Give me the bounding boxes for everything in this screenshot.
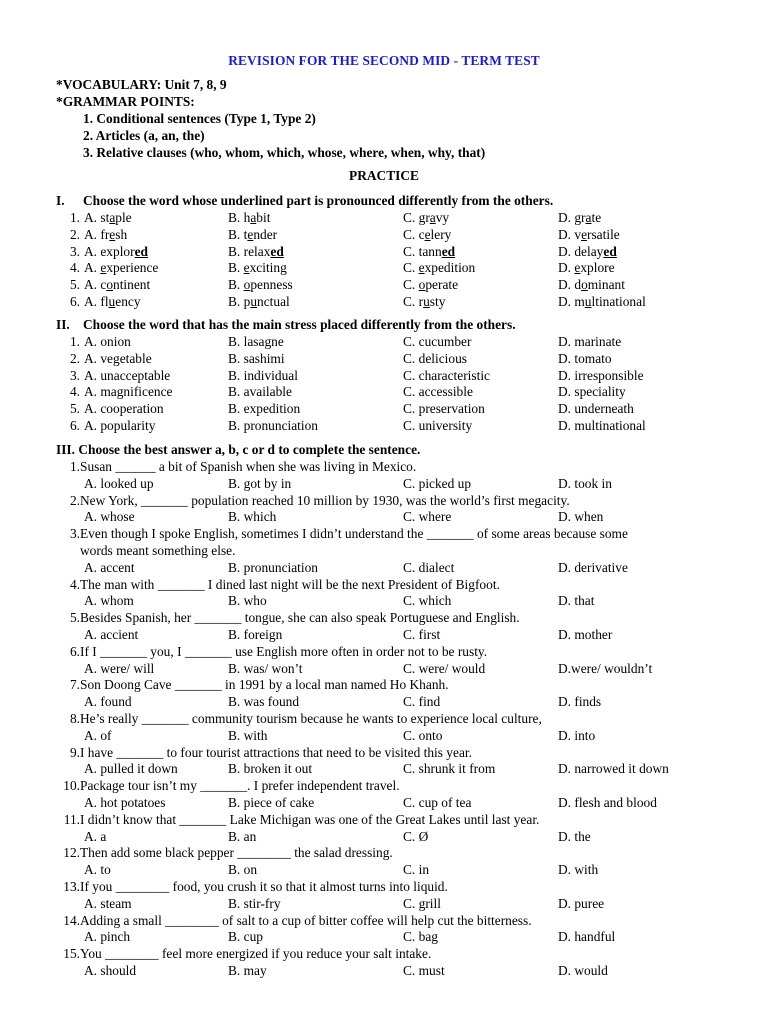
question-number: 6. bbox=[69, 643, 80, 659]
question-row bbox=[0, 778, 768, 795]
question-number: 10. bbox=[63, 778, 80, 794]
answer-option: D. delayed bbox=[558, 243, 617, 259]
underlined-part: ed bbox=[603, 243, 617, 259]
answer-option: C. gravy bbox=[403, 210, 450, 225]
answer-option: C. must bbox=[403, 963, 445, 978]
answer-option: B. foreign bbox=[228, 627, 283, 642]
answer-option: C. picked up bbox=[403, 475, 472, 491]
answer-option: C. celery bbox=[403, 226, 452, 242]
answer-option: B. cup bbox=[228, 929, 263, 945]
answer-option: D. dominant bbox=[558, 277, 625, 293]
underlined-part: a bbox=[429, 210, 436, 225]
underlined-part: ed bbox=[134, 243, 148, 259]
question-row bbox=[0, 334, 768, 351]
answer-row bbox=[0, 929, 768, 946]
answer-option: B. lasagne bbox=[228, 334, 284, 349]
underlined-part: e bbox=[247, 226, 254, 242]
answer-option: D. that bbox=[558, 593, 595, 609]
underlined-part: u bbox=[250, 294, 258, 309]
answer-option: C. rusty bbox=[403, 294, 446, 309]
answer-option: B. an bbox=[228, 828, 257, 844]
section-instruction-text: Choose the word whose underlined part is pronounced differently from the others. bbox=[83, 193, 554, 208]
question-number: 15. bbox=[63, 946, 80, 962]
answer-option: B. on bbox=[228, 862, 258, 878]
section-instruction-text: Choose the word that has the main stress placed differently from the others. bbox=[83, 317, 516, 332]
answer-option: B. broken it out bbox=[228, 761, 313, 777]
answer-option: C. first bbox=[403, 627, 441, 642]
section-3-instruction: III. Choose the best answer a, b, c or d to complete the sentence. bbox=[56, 442, 421, 457]
answer-option: C. tanned bbox=[403, 243, 456, 259]
question-number: 5. bbox=[69, 610, 80, 626]
answer-option: D. when bbox=[558, 509, 604, 525]
answer-option: A. cooperation bbox=[84, 401, 164, 417]
answer-option: C. cup of tea bbox=[403, 795, 472, 810]
question-number: 3. bbox=[69, 243, 80, 259]
answer-option: A. explored bbox=[84, 243, 148, 259]
question-row bbox=[0, 384, 768, 401]
answer-option: C. shrunk it from bbox=[403, 761, 496, 777]
underlined-part: ed bbox=[270, 243, 284, 259]
question-text: If I _______ you, I _______ use English more often in order not to be rusty. bbox=[80, 643, 488, 659]
underlined-part: e bbox=[243, 260, 250, 276]
question-number: 1. bbox=[69, 334, 80, 349]
question-number: 5. bbox=[69, 277, 80, 293]
answer-row bbox=[0, 560, 768, 577]
question-row bbox=[0, 227, 768, 244]
question-number: 4. bbox=[69, 384, 80, 400]
page-title: REVISION FOR THE SECOND MID - TERM TEST bbox=[228, 53, 540, 68]
answer-option: B. available bbox=[228, 384, 292, 400]
answer-row bbox=[0, 593, 768, 610]
question-number: 2. bbox=[69, 492, 80, 508]
answer-option: B. who bbox=[228, 593, 267, 609]
answer-option: D. multinational bbox=[558, 418, 646, 433]
question-row bbox=[0, 351, 768, 368]
answer-option: B. tender bbox=[228, 226, 278, 242]
practice-heading: PRACTICE bbox=[349, 168, 419, 183]
answer-option: C. where bbox=[403, 509, 452, 525]
question-number: 11. bbox=[63, 811, 80, 827]
answer-option: B. stir-fry bbox=[228, 895, 281, 911]
question-number: 4. bbox=[69, 576, 80, 592]
answer-row bbox=[0, 963, 768, 980]
question-number: 4. bbox=[69, 260, 80, 276]
answer-option: A. pinch bbox=[84, 929, 131, 945]
answer-option: D. finds bbox=[558, 694, 602, 710]
underlined-part: a bbox=[109, 210, 116, 225]
answer-option: B. expedition bbox=[228, 401, 301, 417]
question-row bbox=[0, 210, 768, 227]
answer-option: C. find bbox=[403, 694, 441, 710]
question-row bbox=[0, 644, 768, 661]
question-row bbox=[0, 493, 768, 510]
answer-option: B. was found bbox=[228, 694, 300, 710]
underlined-part: u bbox=[108, 294, 116, 309]
answer-option: D. handful bbox=[558, 929, 616, 945]
answer-option: B. was/ won’t bbox=[228, 660, 303, 676]
answer-option: A. accent bbox=[84, 559, 135, 575]
answer-option: D. grate bbox=[558, 210, 602, 225]
underlined-part: o bbox=[581, 277, 588, 293]
answer-option: D. versatile bbox=[558, 226, 620, 242]
answer-option: A. a bbox=[84, 828, 107, 844]
answer-option: C. cucumber bbox=[403, 334, 472, 349]
answer-row bbox=[0, 694, 768, 711]
answer-row bbox=[0, 661, 768, 678]
underlined-part: o bbox=[106, 277, 114, 293]
question-text: Adding a small ________ of salt to a cup of bitter coffee will help cut the bitterness. bbox=[80, 912, 532, 928]
grammar-point: 1. Conditional sentences (Type 1, Type 2) bbox=[83, 111, 316, 126]
answer-row bbox=[0, 627, 768, 644]
answer-row bbox=[0, 476, 768, 493]
answer-option: A. whom bbox=[84, 593, 134, 609]
question-text: You ________ feel more energized if you reduce your salt intake. bbox=[80, 946, 432, 962]
answer-option: D. irresponsible bbox=[558, 367, 644, 383]
underlined-part: o bbox=[243, 277, 251, 293]
underlined-part: e bbox=[418, 260, 425, 276]
answer-option: D. speciality bbox=[558, 384, 626, 400]
answer-option: B. got by in bbox=[228, 475, 292, 491]
answer-option: A. steam bbox=[84, 895, 132, 911]
question-number: 3. bbox=[69, 526, 80, 542]
question-row bbox=[0, 277, 768, 294]
answer-option: C. bag bbox=[403, 929, 438, 945]
underlined-part: a bbox=[585, 210, 592, 225]
question-text: The man with _______ I dined last night will be the next President of Bigfoot. bbox=[80, 576, 500, 592]
answer-option: B. habit bbox=[228, 210, 271, 225]
underlined-part: o bbox=[418, 277, 426, 293]
question-text: words meant something else. bbox=[80, 543, 236, 558]
answer-option: B. individual bbox=[228, 367, 298, 383]
answer-option: D. mother bbox=[558, 627, 613, 642]
question-text: Then add some black pepper ________ the salad dressing. bbox=[80, 845, 393, 861]
answer-option: A. should bbox=[84, 963, 137, 978]
answer-option: A. whose bbox=[84, 509, 135, 525]
answer-option: C. Ø bbox=[403, 828, 429, 844]
question-text-continued bbox=[0, 543, 768, 560]
question-text: New York, _______ population reached 10 million by 1930, was the world’s first megacity. bbox=[80, 492, 570, 508]
question-text: Besides Spanish, her _______ tongue, she can also speak Portuguese and English. bbox=[80, 610, 520, 626]
answer-row bbox=[0, 829, 768, 846]
answer-option: D. narrowed it down bbox=[558, 761, 669, 777]
question-row bbox=[0, 913, 768, 930]
answer-option: B. exciting bbox=[228, 260, 287, 276]
answer-option: B. which bbox=[228, 509, 277, 525]
answer-option: D. marinate bbox=[558, 334, 622, 349]
answer-option: D. the bbox=[558, 828, 591, 844]
answer-option: C. dialect bbox=[403, 559, 455, 575]
question-row bbox=[0, 459, 768, 476]
answer-row bbox=[0, 509, 768, 526]
grammar-point: 2. Articles (a, an, the) bbox=[83, 128, 205, 143]
answer-option: C. were/ would bbox=[403, 660, 486, 676]
question-row bbox=[0, 577, 768, 594]
answer-option: A. staple bbox=[84, 210, 132, 225]
answer-row bbox=[0, 862, 768, 879]
answer-option: C. delicious bbox=[403, 350, 467, 366]
question-row bbox=[0, 879, 768, 896]
answer-option: A. hot potatoes bbox=[84, 795, 166, 810]
answer-option: A. continent bbox=[84, 277, 151, 293]
question-row bbox=[0, 418, 768, 435]
underlined-part: e bbox=[581, 226, 588, 242]
question-number: 13. bbox=[63, 879, 80, 894]
question-text: Son Doong Cave _______ in 1991 by a local man named Ho Khanh. bbox=[80, 677, 449, 693]
question-row bbox=[0, 294, 768, 311]
answer-option: D. tomato bbox=[558, 350, 612, 366]
answer-option: A. pulled it down bbox=[84, 761, 178, 777]
answer-option: A. magnificence bbox=[84, 384, 173, 400]
underlined-part: e bbox=[574, 260, 581, 276]
grammar-title: *GRAMMAR POINTS: bbox=[56, 94, 195, 109]
section-2-instruction bbox=[56, 317, 516, 334]
answer-option: A. found bbox=[84, 694, 132, 710]
answer-option: B. with bbox=[228, 727, 268, 743]
underlined-part: e bbox=[424, 226, 431, 242]
question-text: Package tour isn’t my _______. I prefer independent travel. bbox=[80, 778, 400, 794]
answer-option: B. pronunciation bbox=[228, 559, 319, 575]
answer-option: C. characteristic bbox=[403, 367, 490, 383]
question-number: 9. bbox=[69, 744, 80, 760]
question-row bbox=[0, 845, 768, 862]
answer-option: A. popularity bbox=[84, 418, 156, 433]
question-row bbox=[0, 244, 768, 261]
answer-option: D. puree bbox=[558, 895, 605, 911]
question-text: He’s really _______ community tourism because he wants to experience local culture, bbox=[80, 711, 542, 726]
answer-option: D. into bbox=[558, 727, 596, 743]
question-row bbox=[0, 946, 768, 963]
question-row bbox=[0, 745, 768, 762]
question-number: 5. bbox=[69, 401, 80, 417]
answer-option: A. to bbox=[84, 862, 111, 878]
grammar-point: 3. Relative clauses (who, whom, which, whose, where, when, why, that) bbox=[83, 145, 486, 160]
answer-option: C. accessible bbox=[403, 384, 473, 400]
question-row bbox=[0, 368, 768, 385]
question-row bbox=[0, 526, 768, 543]
question-number: 8. bbox=[69, 711, 80, 726]
answer-option: C. preservation bbox=[403, 401, 485, 417]
answer-option: C. onto bbox=[403, 727, 443, 743]
question-row bbox=[0, 812, 768, 829]
question-number: 1. bbox=[69, 459, 80, 474]
answer-option: B. piece of cake bbox=[228, 795, 315, 810]
section-numeral: I. bbox=[56, 193, 65, 208]
answer-option: A. fluency bbox=[84, 294, 141, 309]
answer-option: A. experience bbox=[84, 260, 159, 276]
question-text: I have _______ to four tourist attractions that need to be visited this year. bbox=[80, 744, 472, 760]
answer-option: C. expedition bbox=[403, 260, 476, 276]
underlined-part: u bbox=[584, 294, 592, 309]
answer-option: B. punctual bbox=[228, 294, 290, 309]
question-row bbox=[0, 260, 768, 277]
answer-option: C. university bbox=[403, 418, 473, 433]
vocabulary-line: *VOCABULARY: Unit 7, 8, 9 bbox=[56, 77, 227, 92]
question-number: 2. bbox=[69, 350, 80, 366]
question-number: 12. bbox=[63, 845, 80, 861]
underlined-part: e bbox=[100, 260, 107, 276]
answer-option: B. relaxed bbox=[228, 243, 284, 259]
answer-option: A. of bbox=[84, 727, 112, 743]
question-text: I didn’t know that _______ Lake Michigan was one of the Great Lakes until last year. bbox=[80, 811, 540, 827]
answer-option: B. may bbox=[228, 963, 267, 978]
answer-option: D. would bbox=[558, 963, 608, 978]
answer-option: A. looked up bbox=[84, 475, 154, 491]
question-row bbox=[0, 610, 768, 627]
section-1-instruction bbox=[56, 193, 553, 210]
answer-option: D. multinational bbox=[558, 294, 646, 309]
question-number: 2. bbox=[69, 226, 80, 242]
answer-row bbox=[0, 795, 768, 812]
underlined-part: a bbox=[250, 210, 257, 225]
answer-option: D. derivative bbox=[558, 559, 628, 575]
answer-option: A. were/ will bbox=[84, 660, 155, 676]
answer-option: D. flesh and blood bbox=[558, 795, 657, 810]
answer-option: D. took in bbox=[558, 475, 612, 491]
question-number: 7. bbox=[69, 677, 80, 693]
question-text: If you ________ food, you crush it so that it almost turns into liquid. bbox=[80, 879, 448, 894]
answer-option: B. sashimi bbox=[228, 350, 285, 366]
question-row bbox=[0, 401, 768, 418]
question-row bbox=[0, 677, 768, 694]
question-text: Even though I spoke English, sometimes I didn’t understand the _______ of some areas because some bbox=[80, 526, 628, 542]
answer-option: D. explore bbox=[558, 260, 615, 276]
answer-option: A. unacceptable bbox=[84, 367, 171, 383]
answer-option: D. underneath bbox=[558, 401, 634, 417]
answer-option: A. accient bbox=[84, 627, 139, 642]
underlined-part: ed bbox=[441, 243, 456, 259]
answer-option: C. grill bbox=[403, 895, 441, 911]
answer-option: A. onion bbox=[84, 334, 131, 349]
answer-option: B. pronunciation bbox=[228, 418, 319, 433]
answer-option: A. fresh bbox=[84, 226, 128, 242]
question-number: 3. bbox=[69, 367, 80, 383]
answer-option: C. which bbox=[403, 593, 452, 609]
answer-option: C. operate bbox=[403, 277, 459, 293]
answer-row bbox=[0, 728, 768, 745]
question-number: 6. bbox=[69, 294, 80, 309]
answer-option: C. in bbox=[403, 862, 430, 878]
question-row bbox=[0, 711, 768, 728]
question-number: 6. bbox=[69, 418, 80, 433]
answer-row bbox=[0, 761, 768, 778]
answer-option: A. vegetable bbox=[84, 350, 152, 366]
answer-option: B. openness bbox=[228, 277, 293, 293]
question-text: Susan ______ a bit of Spanish when she was living in Mexico. bbox=[80, 459, 417, 474]
answer-option: D.were/ wouldn’t bbox=[558, 660, 653, 676]
section-numeral: II. bbox=[56, 317, 70, 332]
question-number: 14. bbox=[63, 912, 80, 928]
answer-option: D. with bbox=[558, 862, 599, 878]
underlined-part: e bbox=[109, 226, 116, 242]
answer-row bbox=[0, 896, 768, 913]
question-number: 1. bbox=[69, 210, 80, 225]
underlined-part: u bbox=[423, 294, 430, 309]
